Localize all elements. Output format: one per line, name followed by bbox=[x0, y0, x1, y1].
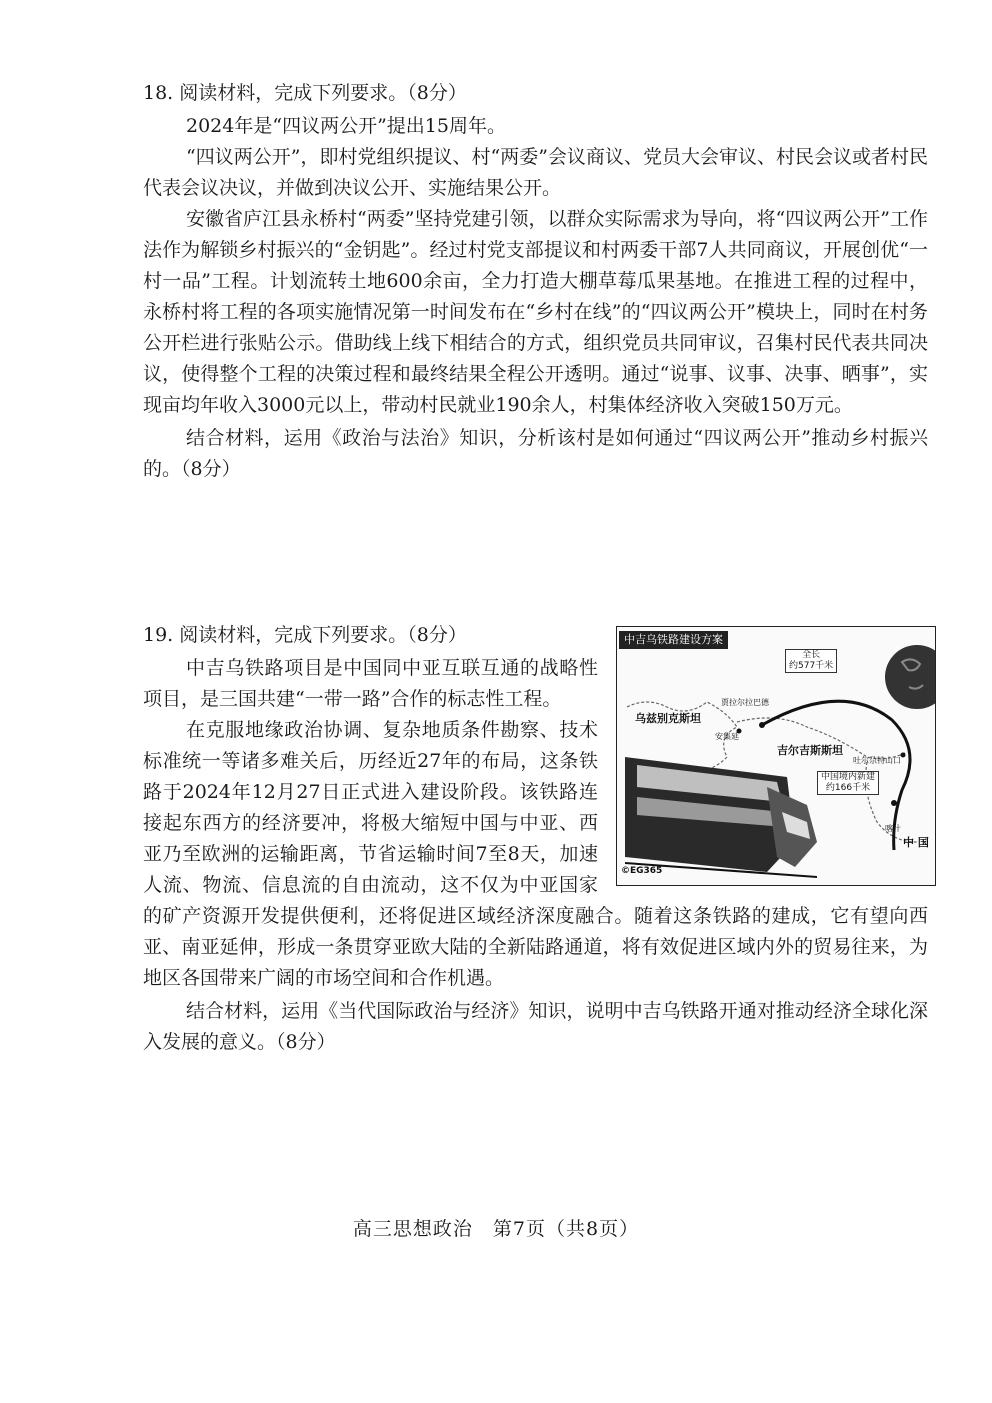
question-18-task: 结合材料，运用《政治与法治》知识，分析该村是如何通过“四议两公开”推动乡村振兴的。（8分） bbox=[143, 427, 928, 480]
total-length-label: 全长 约577千米 bbox=[785, 649, 837, 673]
country-label-china: 中 国 bbox=[903, 836, 929, 849]
city-label-andijan: 安集延 bbox=[715, 732, 739, 741]
page-footer: 高三思想政治 第7页（共8页） bbox=[352, 1218, 640, 1240]
country-label-kyrgyzstan: 吉尔吉斯斯坦 bbox=[777, 744, 843, 757]
city-label-jalal-abad: 贾拉尔拉巴德 bbox=[721, 698, 769, 707]
question-19-task: 结合材料，运用《当代国际政治与经济》知识，说明中吉乌铁路开通对推动经济全球化深入发展的意义。（8分） bbox=[143, 1000, 928, 1053]
material-paragraph: 2024年是“四议两公开”提出15周年。 bbox=[186, 115, 506, 137]
figure-credit: ©EG365 bbox=[621, 866, 663, 876]
city-label-kashgar: 喀什 bbox=[885, 824, 901, 833]
pass-label-torugart: 吐尔尕特山口 bbox=[853, 756, 901, 765]
material-paragraph: “四议两公开”，即村党组织提议、村“两委”会议商议、党员大会审议、村民会议或者村民代表会议决议，并做到决议公开、实施结果公开。 bbox=[143, 146, 928, 199]
question-18 bbox=[143, 78, 928, 485]
globe-icon bbox=[885, 645, 935, 709]
question-18-title: 18. 阅读材料，完成下列要求。（8分） bbox=[143, 82, 467, 104]
figure-title: 中吉乌铁路建设方案 bbox=[619, 631, 728, 649]
material-paragraph: 安徽省庐江县永桥村“两委”坚持党建引领，以群众实际需求为导向，将“四议两公开”工作法作为解锁乡村振兴的“金钥匙”。经过村党支部提议和村两委干部7人共同商议，开展创优“一村一品”工程。计划流转土地600余亩，全力打造大棚草莓瓜果基地。在推进工程的过程中，永桥村将工程的各项实施情况第一时间发布在“乡村在线”的“四议两公开”模块上，同时在村务公开栏进行张贴公示。借助线上线下相结合的方式，组织党员共同审议，召集村民代表共同决议，使得整个工程的决策过程和最终结果全程公开透明。通过“说事、议事、决事、晒事”，实现亩均年收入3000元以上，带动村民就业190余人，村集体经济收入突破150万元。 bbox=[143, 208, 928, 416]
country-label-uzbekistan: 乌兹别克斯坦 bbox=[635, 712, 701, 725]
material-paragraph: 在克服地缘政治协调、复杂地质条件勘察、技术标准统一等诸多难关后，历经近27年的布局，这条铁路于2024年12月27日正式进入建设阶段。该铁路连接起东西方的经济要冲，将极大缩短中国与中亚、西亚乃至欧洲的运输距离，节省运输时间7至8天，加速人流、物流、信息流的自由流动，这不仅为中亚国家的矿产资源开发提供便利，还将促进区域经济深度融合。随着这条铁路的建成，它有望向西亚、南亚延伸，形成一条贯穿亚欧大陆的全新陆路通道，将有效促进区域内外的贸易往来，为地区各国带来广阔的市场空间和合作机遇。 bbox=[143, 719, 928, 989]
question-19 bbox=[143, 620, 928, 1058]
question-19-title: 19. 阅读材料，完成下列要求。（8分） bbox=[143, 624, 467, 646]
railway-map-figure bbox=[616, 626, 936, 886]
material-paragraph: 中吉乌铁路项目是中国同中亚互联互通的战略性项目，是三国共建“一带一路”合作的标志性工程。 bbox=[143, 657, 598, 710]
china-section-label: 中国境内新建 约166千米 bbox=[817, 771, 879, 795]
